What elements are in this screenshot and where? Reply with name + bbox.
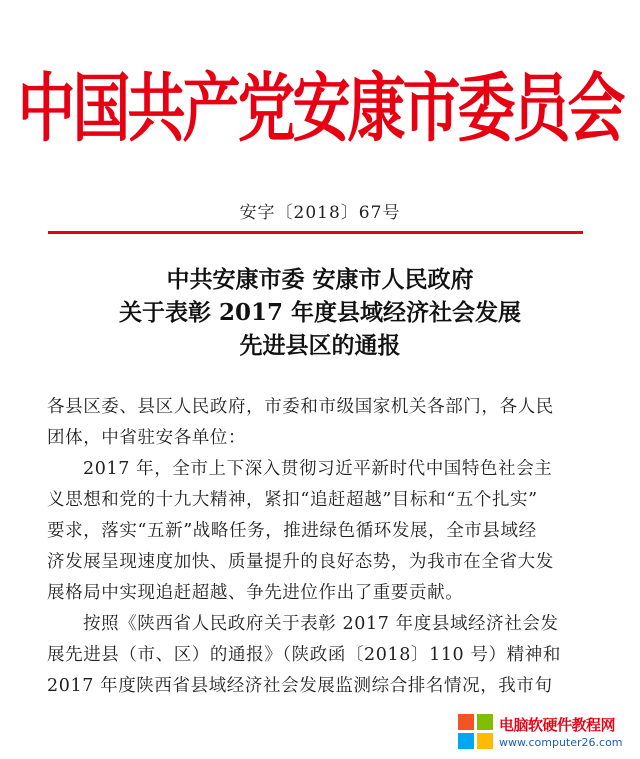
- body-line: 展先进县（市、区）的通报》（陕政函〔2018〕110 号）精神和: [47, 645, 561, 665]
- body-line: 各县区委、县区人民政府，市委和市级国家机关各部门，各人民: [47, 397, 554, 417]
- watermark-site-name: 电脑软硬件教程网: [499, 716, 616, 734]
- document-number: 安字〔2018〕67号: [239, 203, 401, 223]
- body-line: 展格局中实现追赶超越、争先进位作出了重要贡献。: [47, 583, 464, 603]
- masthead-title: 中国共产党安康市委员会: [17, 64, 623, 152]
- watermark-url: www.computer26.com: [499, 736, 623, 749]
- document-title: [0, 263, 640, 362]
- body-line: 团体，中省驻安各单位：: [47, 428, 247, 448]
- body-line: 按照《陕西省人民政府关于表彰 2017 年度县域经济社会发: [83, 614, 559, 634]
- site-watermark: [458, 712, 638, 756]
- body-line: 义思想和党的十九大精神，紧扣“追赶超越”目标和“五个扎实”: [47, 490, 538, 510]
- title-line-2: 关于表彰 2017 年度县域经济社会发展: [118, 299, 522, 326]
- title-line-1: 中共安康市委 安康市人民政府: [166, 266, 474, 293]
- body-line: 济发展呈现速度加快、质量提升的良好态势，为我市在全省大发: [47, 552, 554, 572]
- red-divider-line: [48, 231, 583, 234]
- body-line: 要求，落实“五新”战略任务，推进绿色循环发展，全市县域经: [47, 521, 537, 541]
- body-text: [47, 392, 595, 702]
- body-line: 2017 年，全市上下深入贯彻习近平新时代中国特色社会主: [83, 459, 553, 479]
- windows-logo-icon: [458, 714, 494, 750]
- title-line-3: 先进县区的通报: [239, 332, 401, 359]
- body-line: 2017 年度陕西省县域经济社会发展监测综合排名情况，我市旬: [47, 676, 553, 696]
